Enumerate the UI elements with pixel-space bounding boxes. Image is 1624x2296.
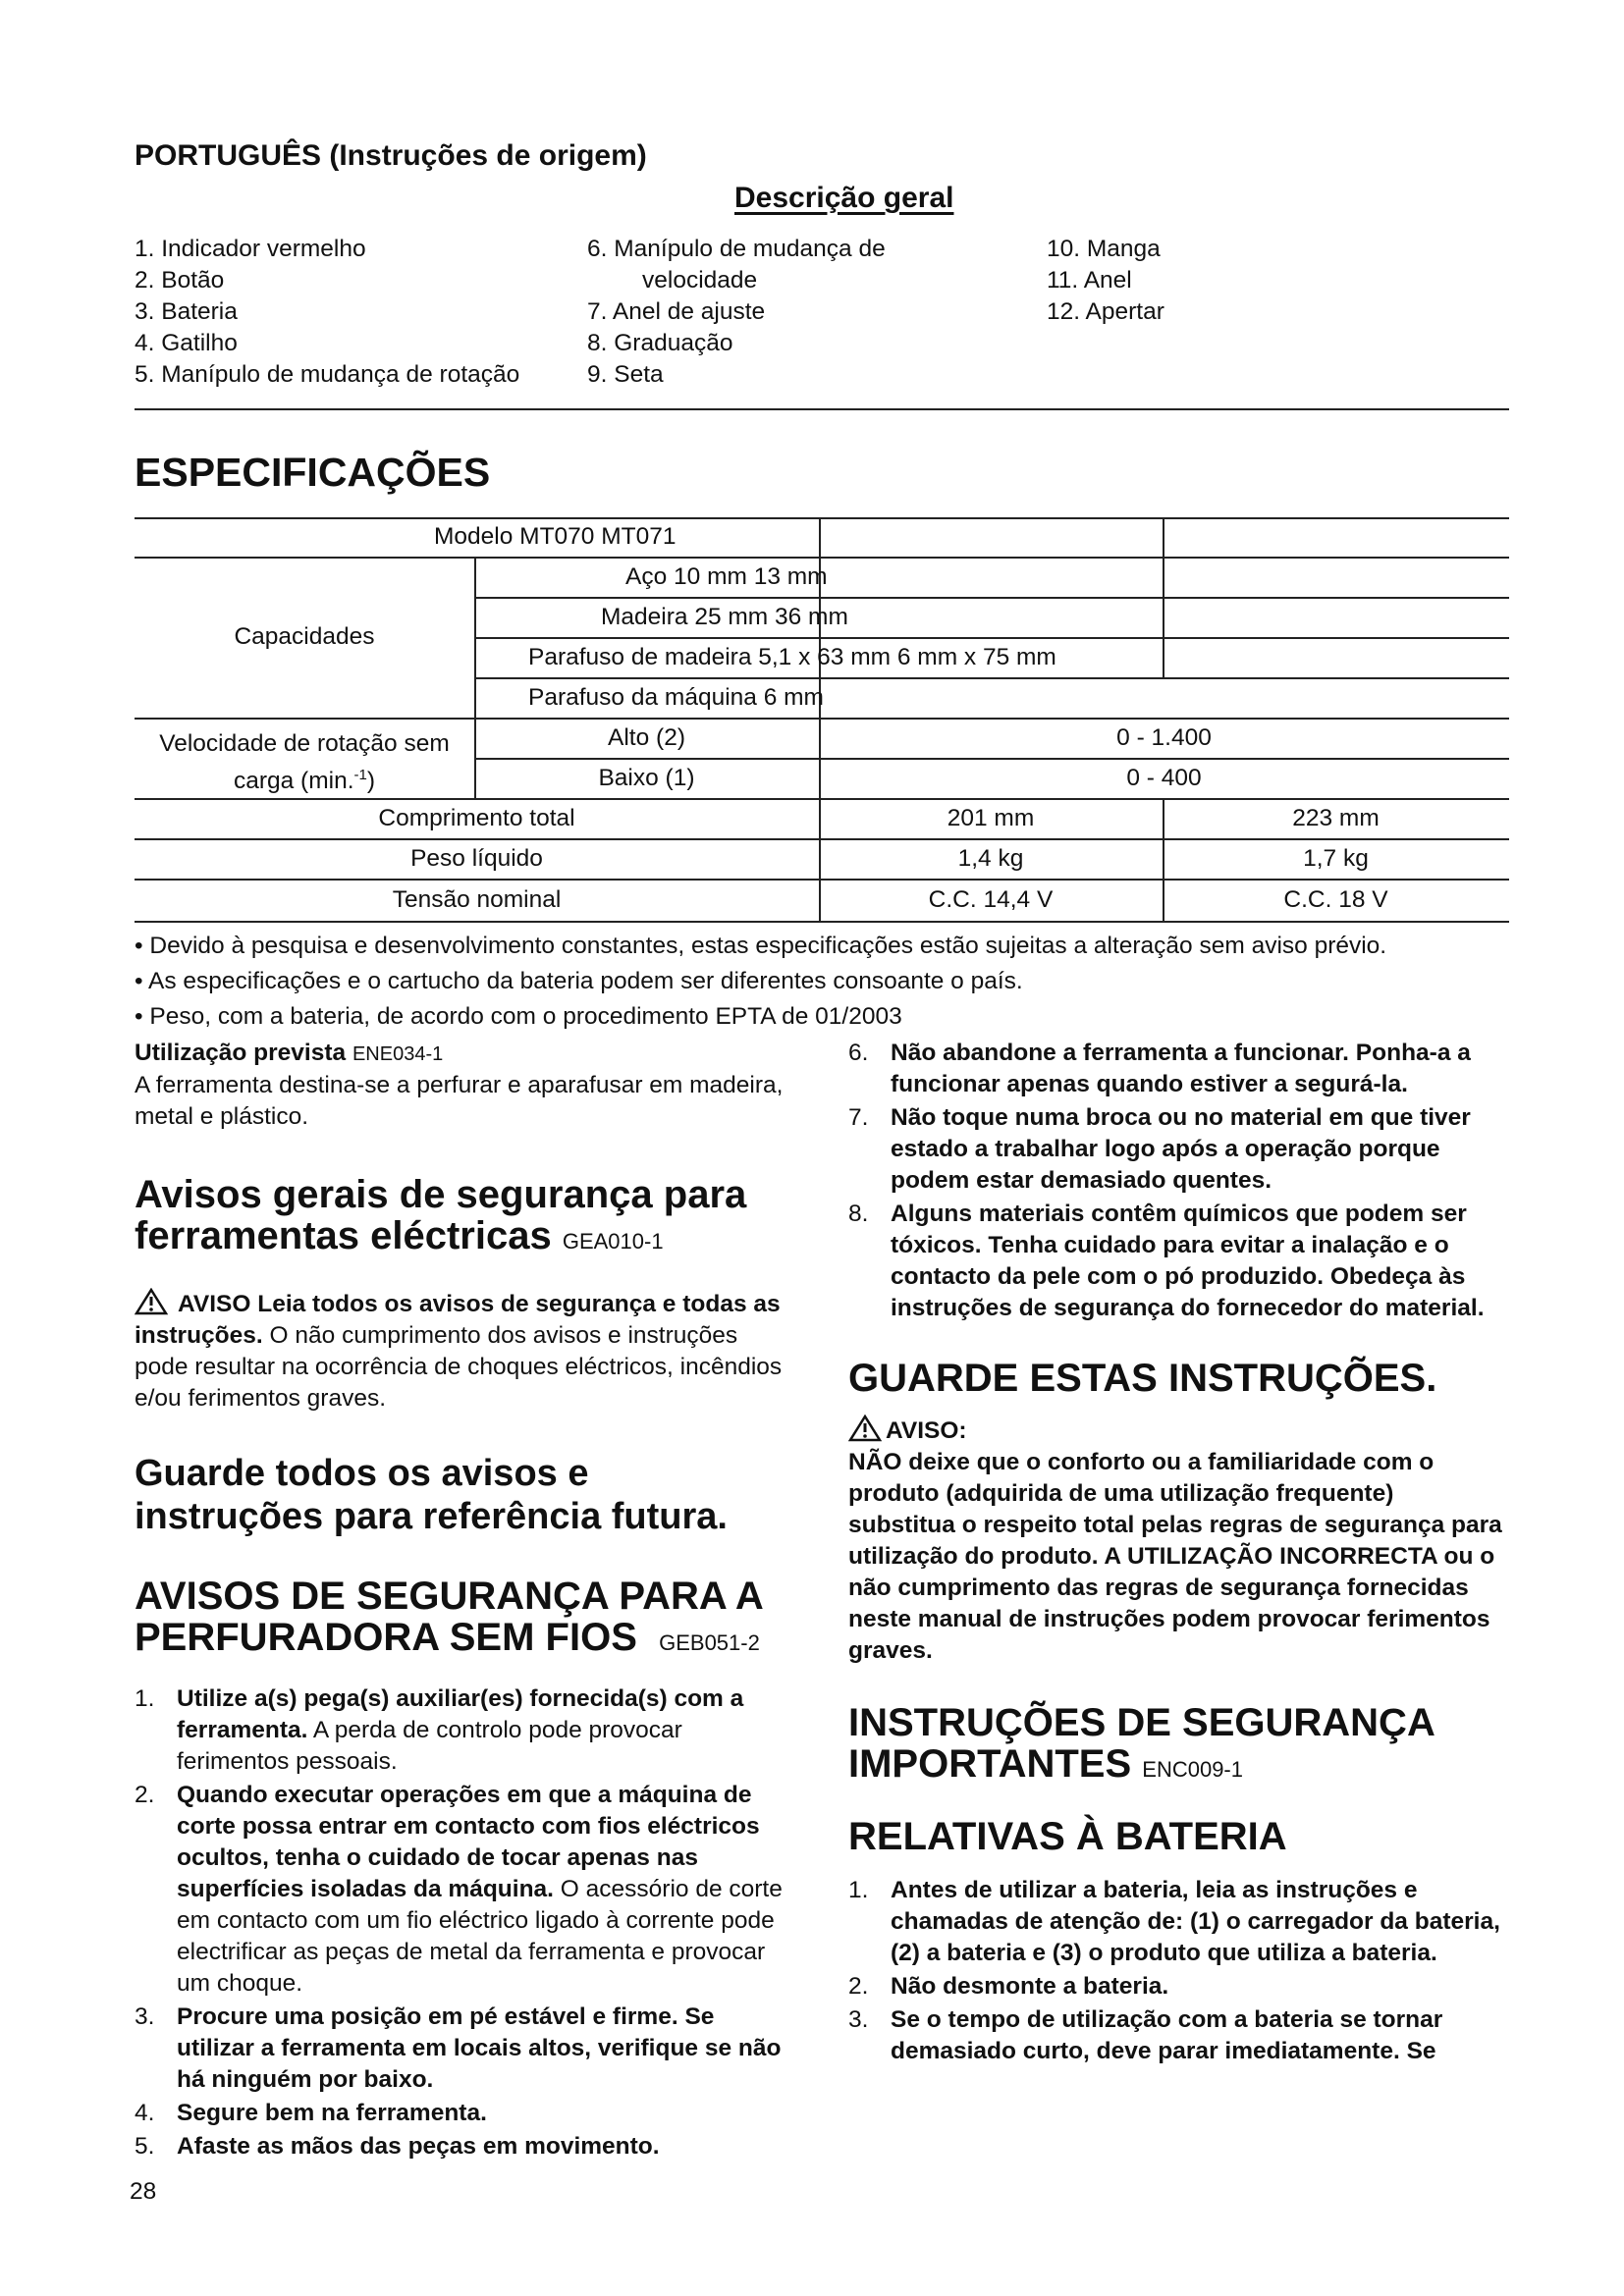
parts-item: 3. Bateria xyxy=(135,298,238,325)
parts-item: 12. Apertar xyxy=(1047,298,1164,325)
save-warning-text: NÃO deixe que o conforto ou a familiaridade com o produto (adquirida de uma utilização frequente) substitua o respeito total pelas regras de segurança para utilização do produto. A UTILIZAÇÃO INCORRECTA ou o não cumprimento das regras de segurança fornecidas neste manual de instruções podem provocar ferimentos graves. xyxy=(848,1449,1502,1664)
list-item: 5. Afaste as mãos das peças em movimento. xyxy=(135,2133,660,2160)
table-rule xyxy=(1163,517,1164,677)
warning-triangle-icon xyxy=(848,1415,882,1442)
list-item: 1. Antes de utilizar a bateria, leia as instruções e chamadas de atenção de: (1) o carregador da bateria, (2) a bateria e (3) o produto que utiliza a bateria. xyxy=(848,1877,1500,1966)
drill-warnings-list xyxy=(135,1683,794,2163)
spec-high-value: 0 - 1.400 xyxy=(1116,724,1212,751)
spec-model-row: Modelo MT070 MT071 xyxy=(434,523,677,550)
parts-item: 4. Gatilho xyxy=(135,330,238,356)
table-rule xyxy=(135,718,1509,720)
spec-cap-wood-screw: Parafuso de madeira 5,1 x 63 mm 6 mm x 75 mm xyxy=(528,644,1056,670)
table-rule xyxy=(135,517,1509,519)
table-rule xyxy=(135,798,1509,800)
save-instructions-title: GUARDE ESTAS INSTRUÇÕES. xyxy=(848,1357,1437,1400)
spec-weight-label: Peso líquido xyxy=(410,845,543,872)
table-rule xyxy=(135,921,1509,923)
spec-length-mt070: 201 mm xyxy=(947,805,1035,831)
battery-safety-list xyxy=(848,1875,1506,2067)
parts-item: 5. Manípulo de mudança de rotação xyxy=(135,361,520,388)
general-warnings-title: Avisos gerais de segurança para ferramentas eléctricas GEA010-1 xyxy=(135,1173,747,1257)
spec-speed-label xyxy=(135,728,474,797)
speed-label-line2: carga (min.$^{-1}$) xyxy=(233,767,376,795)
parts-item: velocidade xyxy=(642,267,758,294)
page-number: 28 xyxy=(130,2178,157,2205)
parts-item: 7. Anel de ajuste xyxy=(587,298,766,325)
spec-voltage-mt070: C.C. 14,4 V xyxy=(928,886,1054,913)
list-item: 7. Não toque numa broca ou no material em que tiver estado a trabalhar logo após a operação porque podem estar demasiado quentes. xyxy=(848,1104,1471,1194)
table-rule xyxy=(135,557,1509,559)
table-rule xyxy=(474,557,476,798)
battery-safety-subtitle: RELATIVAS À BATERIA xyxy=(848,1815,1287,1858)
spec-weight-mt070: 1,4 kg xyxy=(957,845,1024,872)
save-warning-label: AVISO: xyxy=(848,1415,1506,1447)
spec-cap-wood: Madeira 25 mm 36 mm xyxy=(601,604,848,630)
section-divider xyxy=(135,408,1509,410)
list-item: 4. Segure bem na ferramenta. xyxy=(135,2100,487,2126)
parts-item: 6. Manípulo de mudança de xyxy=(587,236,886,262)
right-column xyxy=(848,1038,1506,2069)
parts-item: 10. Manga xyxy=(1047,236,1161,262)
drill-warnings-title: AVISOS DE SEGURANÇA PARA A PERFURADORA SEM FIOS GEB051-2 xyxy=(135,1575,764,1659)
parts-item: 8. Graduação xyxy=(587,330,733,356)
speed-label-line1: Velocidade de rotação sem xyxy=(159,730,450,757)
table-rule xyxy=(474,597,1509,599)
table-rule xyxy=(135,879,1509,881)
spec-cap-steel: Aço 10 mm 13 mm xyxy=(625,563,828,590)
list-item: 8. Alguns materiais contêm químicos que podem ser tóxicos. Tenha cuidado para evitar a inalação e o contacto da pele com o pó produzido. Obedeça às instruções de segurança do fornecedor do material. xyxy=(848,1201,1485,1321)
spec-note: • As especificações e o cartucho da bateria podem ser diferentes consoante o país. xyxy=(135,968,1023,994)
spec-high-label: Alto (2) xyxy=(608,724,685,751)
warning-triangle-icon xyxy=(135,1288,168,1315)
list-item: 3. Procure uma posição em pé estável e firme. Se utilizar a ferramenta em locais altos, verifique se não há ninguém por baixo. xyxy=(135,2003,782,2093)
spec-voltage-label: Tensão nominal xyxy=(392,886,562,913)
spec-note: • Devido à pesquisa e desenvolvimento constantes, estas especificações estão sujeitas a alteração sem aviso prévio. xyxy=(135,933,1387,959)
spec-length-label: Comprimento total xyxy=(378,805,575,831)
general-warning-paragraph: AVISO Leia todos os avisos de segurança e todas as instruções. O não cumprimento dos avisos e instruções pode resultar na ocorrência de choques eléctricos, incêndios e/ou ferimentos graves. xyxy=(135,1288,794,1415)
general-description-title: Descrição geral xyxy=(734,182,954,214)
drill-warnings-list-cont xyxy=(848,1038,1506,1324)
list-item: 3. Se o tempo de utilização com a bateria se tornar demasiado curto, deve parar imediatamente. Se xyxy=(848,2006,1443,2064)
language-title: PORTUGUÊS (Instruções de origem) xyxy=(135,139,647,172)
table-rule xyxy=(135,838,1509,840)
spec-cap-machine-screw: Parafuso da máquina 6 mm xyxy=(528,684,824,711)
parts-item: 2. Botão xyxy=(135,267,225,294)
parts-item: 11. Anel xyxy=(1047,267,1132,294)
list-item: 2. Não desmonte a bateria. xyxy=(848,1973,1169,2000)
spec-length-mt071: 223 mm xyxy=(1292,805,1380,831)
list-item: 2. Quando executar operações em que a máquina de corte possa entrar em contacto com fios eléctricos ocultos, tenha o cuidado de tocar apenas nas superfícies isoladas da máquina. O acessório de corte em contacto com um fio eléctrico ligado à corrente pode electrificar as peças de metal da ferramenta e provocar um choque. xyxy=(135,1782,783,1997)
spec-capacities-label: Capacidades xyxy=(234,623,375,650)
parts-item: 9. Seta xyxy=(587,361,664,388)
parts-list-col2 xyxy=(587,234,886,391)
left-column xyxy=(135,1038,794,2164)
battery-safety-title: INSTRUÇÕES DE SEGURANÇA IMPORTANTES ENC009-1 xyxy=(848,1701,1435,1786)
parts-list-col1 xyxy=(135,234,519,391)
parts-list-col3 xyxy=(1047,234,1164,328)
list-item: 1. Utilize a(s) pega(s) auxiliar(es) fornecida(s) com a ferramenta. A perda de controlo pode provocar ferimentos pessoais. xyxy=(135,1685,744,1775)
spec-low-label: Baixo (1) xyxy=(598,765,695,791)
table-rule xyxy=(474,677,1509,679)
list-item: 6. Não abandone a ferramenta a funcionar. Ponha-a a funcionar apenas quando estiver a segurá-la. xyxy=(848,1040,1471,1097)
specifications-title: ESPECIFICAÇÕES xyxy=(135,450,491,495)
parts-item: 1. Indicador vermelho xyxy=(135,236,366,262)
specifications-table xyxy=(135,517,1509,923)
intended-use-heading: Utilização prevista ENE034-1 xyxy=(135,1040,444,1066)
spec-low-value: 0 - 400 xyxy=(1126,765,1202,791)
table-rule xyxy=(474,637,1509,639)
spec-voltage-mt071: C.C. 18 V xyxy=(1283,886,1388,913)
spec-note: • Peso, com a bateria, de acordo com o procedimento EPTA de 01/2003 xyxy=(135,1003,902,1030)
intended-use-text: A ferramenta destina-se a perfurar e aparafusar em madeira, metal e plástico. xyxy=(135,1072,784,1130)
spec-weight-mt071: 1,7 kg xyxy=(1303,845,1369,872)
table-rule xyxy=(474,758,1509,760)
spec-notes xyxy=(135,929,1386,1035)
keep-warnings-title: Guarde todos os avisos e instruções para referência futura. xyxy=(135,1453,728,1537)
